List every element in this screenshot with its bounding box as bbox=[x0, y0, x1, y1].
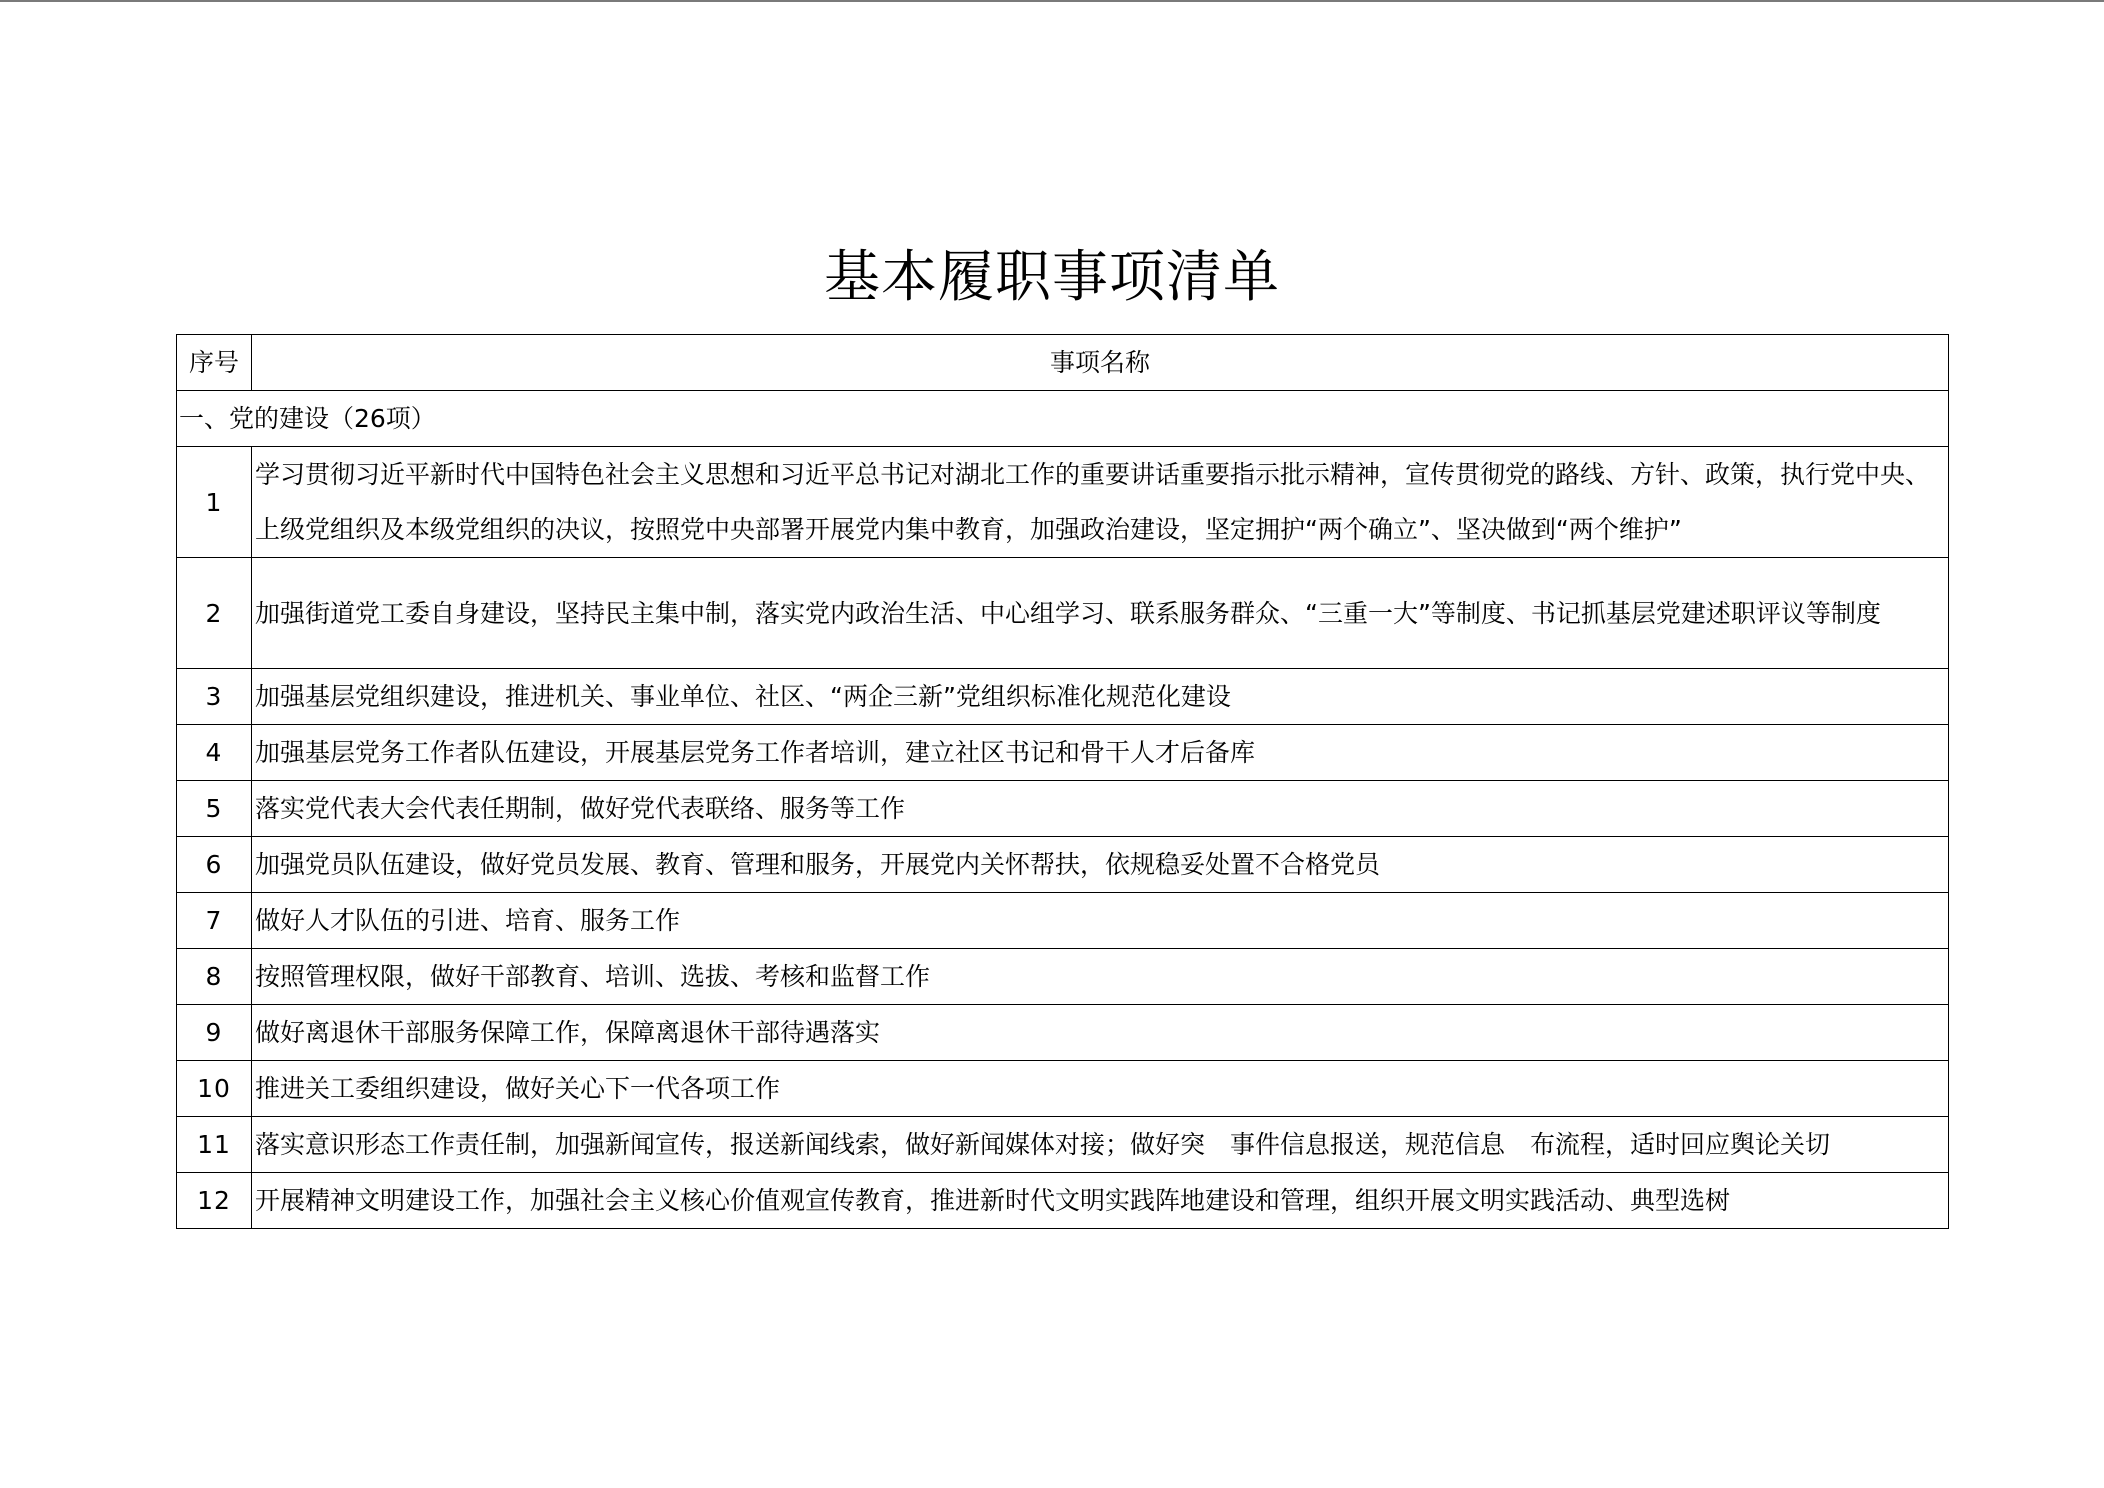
row-item-name: 加强党员队伍建设，做好党员发展、教育、管理和服务，开展党内关怀帮扶，依规稳妥处置不合格党员 bbox=[252, 837, 1949, 893]
row-item-name: 做好离退休干部服务保障工作，保障离退休干部待遇落实 bbox=[252, 1005, 1949, 1061]
table-row bbox=[177, 893, 1949, 949]
row-number: 3 bbox=[177, 669, 252, 725]
table-row bbox=[177, 447, 1949, 558]
row-item-name: 加强基层党务工作者队伍建设，开展基层党务工作者培训，建立社区书记和骨干人才后备库 bbox=[252, 725, 1949, 781]
table-row bbox=[177, 669, 1949, 725]
table-row bbox=[177, 1005, 1949, 1061]
table-row bbox=[177, 837, 1949, 893]
row-item-name: 做好人才队伍的引进、培育、服务工作 bbox=[252, 893, 1949, 949]
row-number: 4 bbox=[177, 725, 252, 781]
row-number: 1 bbox=[177, 447, 252, 558]
duty-list-table bbox=[176, 334, 1949, 1229]
row-item-name: 加强街道党工委自身建设，坚持民主集中制，落实党内政治生活、中心组学习、联系服务群众、“三重一大”等制度、书记抓基层党建述职评议等制度 bbox=[252, 558, 1949, 669]
row-item-name: 加强基层党组织建设，推进机关、事业单位、社区、“两企三新”党组织标准化规范化建设 bbox=[252, 669, 1949, 725]
row-number: 8 bbox=[177, 949, 252, 1005]
table-row bbox=[177, 558, 1949, 669]
row-number: 5 bbox=[177, 781, 252, 837]
header-item-name: 事项名称 bbox=[252, 335, 1949, 391]
row-number: 10 bbox=[177, 1061, 252, 1117]
document-title: 基本履职事项清单 bbox=[824, 245, 1280, 310]
section-title: 一、党的建设（26项） bbox=[177, 391, 1949, 447]
row-item-name: 推进关工委组织建设，做好关心下一代各项工作 bbox=[252, 1061, 1949, 1117]
header-number: 序号 bbox=[177, 335, 252, 391]
table-header-row bbox=[177, 335, 1949, 391]
row-item-name: 落实意识形态工作责任制，加强新闻宣传，报送新闻线索，做好新闻媒体对接；做好突 事件信息报送，规范信息 布流程，适时回应舆论关切 bbox=[252, 1117, 1949, 1173]
table-row bbox=[177, 1173, 1949, 1229]
row-number: 6 bbox=[177, 837, 252, 893]
table-row bbox=[177, 1117, 1949, 1173]
table-row bbox=[177, 725, 1949, 781]
section-row bbox=[177, 391, 1949, 447]
row-number: 12 bbox=[177, 1173, 252, 1229]
row-item-name: 开展精神文明建设工作，加强社会主义核心价值观宣传教育，推进新时代文明实践阵地建设和管理，组织开展文明实践活动、典型选树 bbox=[252, 1173, 1949, 1229]
row-item-name: 按照管理权限，做好干部教育、培训、选拔、考核和监督工作 bbox=[252, 949, 1949, 1005]
row-item-name: 学习贯彻习近平新时代中国特色社会主义思想和习近平总书记对湖北工作的重要讲话重要指示批示精神，宣传贯彻党的路线、方针、政策，执行党中央、上级党组织及本级党组织的决议，按照党中央部署开展党内集中教育，加强政治建设，坚定拥护“两个确立”、坚决做到“两个维护” bbox=[252, 447, 1949, 558]
page-top-border bbox=[0, 0, 2104, 2]
row-item-name: 落实党代表大会代表任期制，做好党代表联络、服务等工作 bbox=[252, 781, 1949, 837]
table-row bbox=[177, 781, 1949, 837]
table-row bbox=[177, 1061, 1949, 1117]
row-number: 11 bbox=[177, 1117, 252, 1173]
row-number: 7 bbox=[177, 893, 252, 949]
row-number: 9 bbox=[177, 1005, 252, 1061]
table-row bbox=[177, 949, 1949, 1005]
row-number: 2 bbox=[177, 558, 252, 669]
